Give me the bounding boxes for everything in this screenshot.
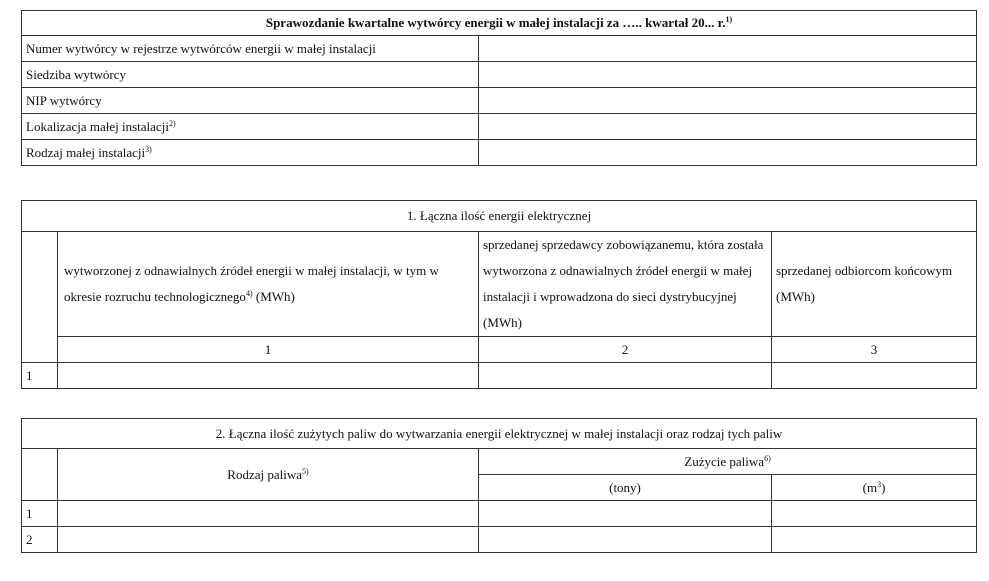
installation-type-footnote: 3) [145, 144, 152, 154]
producer-number-label-text: Numer wytwórcy w rejestrze wytwórców energii w małej instalacji [26, 40, 376, 56]
row-number-header [22, 449, 58, 501]
produced-energy-header-text: wytworzonej z odnawialnych źródeł energii w małej instalacji, w tym w okresie rozruchu technologicznego [64, 263, 439, 304]
installation-type-label-text: Rodzaj małej instalacji [26, 144, 146, 160]
fuel-type-footnote: 5) [302, 466, 309, 476]
report-title-text: Sprawozdanie kwartalne wytwórcy energii w małej instalacji za ….. kwartał 20... r. [265, 15, 726, 30]
sold-to-end-users-cell[interactable] [772, 363, 977, 389]
producer-nip-label [22, 88, 479, 114]
table-row [22, 363, 977, 389]
fuel-tons-cell[interactable] [479, 527, 772, 553]
report-title [22, 11, 977, 36]
installation-type-field[interactable] [479, 140, 977, 166]
table-row [22, 140, 977, 166]
fuel-type-cell[interactable] [58, 501, 479, 527]
table-row [22, 527, 977, 553]
fuel-m3-cell[interactable] [772, 501, 977, 527]
energy-table [21, 200, 977, 389]
sold-to-end-users-header: sprzedanej odbiorcom końcowym (MWh) [772, 232, 977, 337]
installation-location-label-text: Lokalizacja małej instalacji [26, 118, 169, 134]
unit-m3-exponent: 3 [877, 479, 882, 489]
fuel-type-cell[interactable] [58, 527, 479, 553]
fuel-usage-header-text: Zużycie paliwa [684, 453, 765, 469]
table-row [22, 36, 977, 62]
fuel-table [21, 418, 977, 553]
unit-tons-header: (tony) [479, 475, 772, 501]
table-row [22, 62, 977, 88]
fuel-type-header-text: Rodzaj paliwa [227, 466, 303, 482]
report-title-footnote: 1) [725, 15, 733, 24]
fuel-usage-header [479, 449, 977, 475]
installation-location-field[interactable] [479, 114, 977, 140]
column-number: 3 [772, 337, 977, 363]
section1-title: 1. Łączna ilość energii elektrycznej [22, 201, 977, 232]
unit-m3-close: ) [881, 479, 886, 495]
produced-energy-header [58, 232, 479, 337]
sold-to-seller-cell[interactable] [479, 363, 772, 389]
producer-number-label [22, 36, 479, 62]
installation-location-label [22, 114, 479, 140]
row-number: 1 [22, 501, 58, 527]
producer-number-field[interactable] [479, 36, 977, 62]
table-row [22, 88, 977, 114]
fuel-tons-cell[interactable] [479, 501, 772, 527]
column-number: 1 [58, 337, 479, 363]
column-number: 2 [479, 337, 772, 363]
produced-energy-footnote: 4) [245, 289, 253, 298]
fuel-usage-footnote: 6) [764, 453, 771, 463]
produced-energy-cell[interactable] [58, 363, 479, 389]
row-number-header [22, 232, 58, 363]
fuel-m3-cell[interactable] [772, 527, 977, 553]
unit-m3-base: (m [862, 479, 878, 495]
producer-nip-field[interactable] [479, 88, 977, 114]
producer-seat-label [22, 62, 479, 88]
sold-to-seller-header: sprzedanej sprzedawcy zobowiązanemu, która została wytworzona z odnawialnych źródeł energii w małej instalacji i wprowadzona do sieci dystrybucyjnej (MWh) [479, 232, 772, 337]
table-row [22, 501, 977, 527]
row-number: 1 [22, 363, 58, 389]
produced-energy-unit: (MWh) [255, 289, 295, 304]
row-number: 2 [22, 527, 58, 553]
table-row [22, 114, 977, 140]
report-header-table [21, 10, 977, 166]
producer-seat-label-text: Siedziba wytwórcy [26, 66, 127, 82]
producer-nip-label-text: NIP wytwórcy [26, 92, 102, 108]
unit-m3-header [772, 475, 977, 501]
producer-seat-field[interactable] [479, 62, 977, 88]
installation-type-label [22, 140, 479, 166]
section2-title: 2. Łączna ilość zużytych paliw do wytwarzania energii elektrycznej w małej instalacji oraz rodzaj tych paliw [22, 419, 977, 449]
installation-location-footnote: 2) [168, 118, 176, 128]
fuel-type-header [58, 449, 479, 501]
